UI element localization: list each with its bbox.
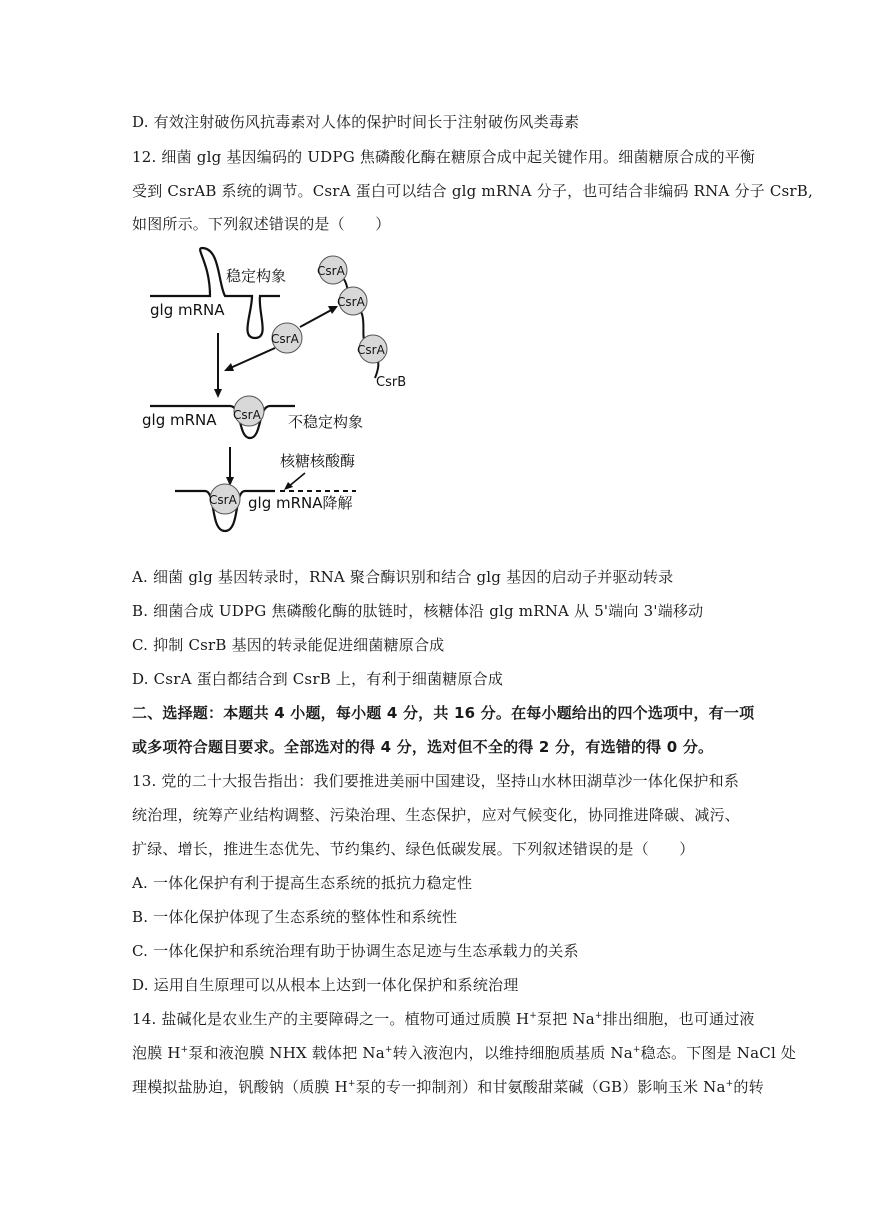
arrowhead-to-mrna	[224, 363, 234, 371]
svg-text:CsrA: CsrA	[209, 493, 237, 507]
q11-option-d: D. 有效注射破伤风抗毒素对人体的保护时间长于注射破伤风类毒素	[132, 113, 580, 131]
q12-option-a: A. 细菌 glg 基因转录时，RNA 聚合酶识别和结合 glg 基因的启动子并驱动转录	[132, 568, 674, 586]
csra-bound-mid	[233, 396, 264, 426]
stable-conformation-label: 稳定构象	[226, 267, 287, 285]
csra-free	[271, 323, 302, 353]
section2-heading-line1: 二、选择题：本题共 4 小题，每小题 4 分，共 16 分。在每小题给出的四个选项中，有一项	[132, 704, 755, 722]
svg-text:CsrA: CsrA	[271, 332, 299, 346]
svg-text:CsrA: CsrA	[317, 264, 345, 278]
glg-mrna-label-mid: glg mRNA	[142, 411, 217, 429]
q13-stem-line3: 扩绿、增长，推进生态优先、节约集约、绿色低碳发展。下列叙述错误的是（ ）	[132, 840, 695, 858]
stable-mrna-strand	[150, 248, 280, 338]
csra-bead-2	[337, 287, 367, 315]
csra-regulation-diagram	[130, 243, 430, 543]
csrb-label: CsrB	[376, 375, 407, 390]
section2-heading-line2: 或多项符合题目要求。全部选对的得 4 分，选对但不全的得 2 分，有选错的得 0 分。	[132, 738, 714, 756]
q13-option-d: D. 运用自生原理可以从根本上达到一体化保护和系统治理	[132, 976, 519, 994]
down-arrow-1-head	[214, 389, 222, 398]
q12-option-d: D. CsrA 蛋白都结合到 CsrB 上，有利于细菌糖原合成	[132, 670, 504, 688]
q13-stem-line2: 统治理，统筹产业结构调整、污染治理、生态保护，应对气候变化，协同推进降碳、减污、	[132, 806, 741, 824]
q12-stem-line1: 12. 细菌 glg 基因编码的 UDPG 焦磷酸化酶在糖原合成中起关键作用。细菌糖原合成的平衡	[132, 148, 756, 166]
degradation-label: glg mRNA降解	[248, 494, 353, 512]
ribonuclease-label: 核糖核酸酶	[280, 452, 356, 470]
q12-option-c: C. 抑制 CsrB 基因的转录能促进细菌糖原合成	[132, 636, 445, 654]
arrow-to-csrb	[300, 308, 335, 327]
q12-option-b: B. 细菌合成 UDPG 焦磷酸化酶的肽链时，核糖体沿 glg mRNA 从 5'端向 3'端移动	[132, 602, 704, 620]
arrow-to-mrna	[228, 348, 275, 369]
q14-stem-line3: 理模拟盐胁迫，钒酸钠（质膜 H+泵的专一抑制剂）和甘氨酸甜菜碱（GB）影响玉米 Na+的转	[132, 1078, 764, 1096]
csra-bound-bottom	[209, 484, 240, 514]
q13-stem-line1: 13. 党的二十大报告指出：我们要推进美丽中国建设，坚持山水林田湖草沙一体化保护和系	[132, 772, 740, 790]
q12-stem-line3: 如图所示。下列叙述错误的是（ ）	[132, 215, 391, 233]
glg-mrna-label-top: glg mRNA	[150, 301, 225, 319]
csra-bead-1	[317, 256, 347, 284]
svg-text:CsrA: CsrA	[357, 343, 385, 357]
q13-option-c: C. 一体化保护和系统治理有助于协调生态足迹与生态承载力的关系	[132, 942, 579, 960]
svg-text:CsrA: CsrA	[337, 295, 365, 309]
q12-stem-line2: 受到 CsrAB 系统的调节。CsrA 蛋白可以结合 glg mRNA 分子，也可结合非编码 RNA 分子 CsrB,	[132, 182, 813, 200]
q14-stem-line1: 14. 盐碱化是农业生产的主要障碍之一。植物可通过质膜 H+泵把 Na+排出细胞，也可通过液	[132, 1010, 755, 1028]
svg-text:CsrA: CsrA	[233, 408, 261, 422]
q14-stem-line2: 泡膜 H+泵和液泡膜 NHX 载体把 Na+转入液泡内，以维持细胞质基质 Na+稳态。下图是 NaCl 处	[132, 1044, 797, 1062]
q13-option-b: B. 一体化保护体现了生态系统的整体性和系统性	[132, 908, 458, 926]
unstable-conformation-label: 不稳定构象	[288, 413, 364, 431]
csra-bead-3	[357, 335, 387, 363]
q13-option-a: A. 一体化保护有利于提高生态系统的抵抗力稳定性	[132, 874, 473, 892]
